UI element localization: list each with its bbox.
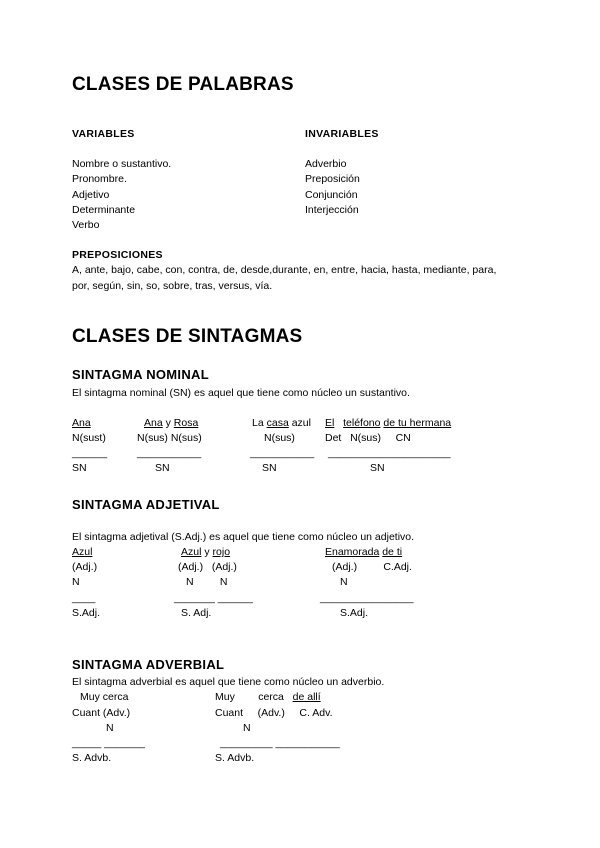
- nominal-ex3-line: ___________: [250, 447, 315, 459]
- preposiciones-line-2: por, según, sin, so, sobre, tras, versus, vía.: [72, 280, 273, 292]
- adjetival-ex1-n: N: [72, 576, 80, 588]
- nominal-ex2-sn: SN: [155, 462, 170, 474]
- adjetival-ex2-word-1: Azul: [181, 546, 202, 558]
- nominal-ex3-words: [252, 416, 311, 431]
- nominal-ex4-word-1: El: [325, 417, 335, 429]
- nominal-ex3-sn: SN: [262, 462, 277, 474]
- adjetival-ex2-category: (Adj.) (Adj.): [178, 561, 237, 573]
- adjetival-ex2-conj: y: [204, 546, 210, 558]
- adverbial-ex2-words: [215, 690, 321, 705]
- nominal-ex1-sn: SN: [72, 462, 87, 474]
- adverbial-ex1-word: Muy cerca: [80, 691, 129, 703]
- nominal-ex2-category: N(sus) N(sus): [137, 432, 202, 444]
- nominal-ex2-conj: y: [165, 417, 171, 429]
- nominal-ex3-word-3: azul: [291, 417, 311, 429]
- adverbial-ex2-word-1: Muy: [215, 691, 235, 703]
- invariables-heading: INVARIABLES: [305, 128, 379, 140]
- adverbial-ex1-category: Cuant (Adv.): [72, 707, 131, 719]
- adjetival-heading: SINTAGMA ADJETIVAL: [72, 497, 220, 512]
- nominal-ex4-line: _____________________: [328, 447, 451, 459]
- list-item: Pronombre.: [72, 173, 127, 186]
- page-title: CLASES DE PALABRAS: [72, 74, 294, 95]
- preposiciones-heading: PREPOSICIONES: [72, 249, 163, 261]
- nominal-ex2-word-1: Ana: [144, 417, 163, 429]
- adjetival-ex3-label: S.Adj.: [340, 607, 369, 619]
- adverbial-ex2-line: _________ ___________: [220, 737, 340, 749]
- variables-heading: VARIABLES: [72, 128, 135, 140]
- nominal-ex1-line: ______: [72, 447, 108, 459]
- adverbial-ex1-n: N: [106, 722, 114, 734]
- adjetival-ex1-label: S.Adj.: [72, 607, 101, 619]
- list-item: Preposición: [305, 173, 360, 186]
- nominal-definition: El sintagma nominal (SN) es aquel que tiene como núcleo un sustantivo.: [72, 387, 410, 399]
- nominal-ex4-word-2: teléfono: [343, 417, 381, 429]
- adverbial-ex2-category: Cuant (Adv.) C. Adv.: [215, 707, 333, 719]
- adverbial-ex2-word-3: de allí: [292, 691, 321, 703]
- adjetival-ex3-words: [325, 545, 402, 560]
- adverbial-ex1-label: S. Advb.: [72, 752, 112, 764]
- list-item: Interjección: [305, 203, 359, 216]
- variables-list: [72, 157, 171, 233]
- nominal-ex4-category: Det N(sus) CN: [325, 432, 411, 444]
- adjetival-ex3-n: N: [340, 576, 348, 588]
- adverbial-ex2-word-2: cerca: [258, 691, 284, 703]
- adjetival-definition: El sintagma adjetival (S.Adj.) es aquel que tiene como núcleo un adjetivo.: [72, 531, 415, 543]
- adverbial-ex1-line: _____ _______: [72, 737, 145, 749]
- adjetival-ex2-label: S. Adj.: [181, 607, 212, 619]
- list-item: Nombre o sustantivo.: [72, 158, 172, 170]
- list-item: Adverbio: [305, 158, 347, 170]
- nominal-heading: SINTAGMA NOMINAL: [72, 367, 209, 382]
- nominal-ex4-words: [325, 416, 451, 431]
- adjetival-ex1-category: (Adj.): [72, 561, 98, 573]
- nominal-ex4-sn: SN: [370, 462, 385, 474]
- adverbial-ex2-label: S. Advb.: [215, 752, 255, 764]
- nominal-ex2-line: ___________: [137, 447, 202, 459]
- adjetival-ex1-line: ____: [72, 592, 96, 604]
- list-item: Adjetivo: [72, 188, 110, 201]
- adverbial-heading: SINTAGMA ADVERBIAL: [72, 657, 225, 672]
- invariables-list: [305, 157, 360, 218]
- section-title-sintagmas: CLASES DE SINTAGMAS: [72, 326, 303, 347]
- adjetival-ex3-line: ________________: [320, 592, 414, 604]
- adjetival-ex3-category: (Adj.) C.Adj.: [332, 561, 412, 573]
- list-item: Conjunción: [305, 188, 358, 201]
- preposiciones-line-1: A, ante, bajo, cabe, con, contra, de, desde,durante, en, entre, hacia, hasta, mediante, para,: [72, 264, 497, 276]
- adjetival-ex2-word-2: rojo: [212, 546, 231, 558]
- nominal-ex1-category: N(sust): [72, 432, 106, 444]
- nominal-ex1-word: Ana: [72, 417, 91, 429]
- nominal-ex3-category: N(sus): [264, 432, 295, 444]
- list-item: Determinante: [72, 203, 136, 216]
- adjetival-ex2-line: _______ ______: [174, 592, 253, 604]
- adverbial-ex2-n: N: [243, 722, 251, 734]
- adjetival-ex2-words: [181, 545, 230, 560]
- nominal-ex3-word-1: La: [252, 417, 264, 429]
- adjetival-ex3-word-1: Enamorada: [325, 546, 380, 558]
- nominal-ex4-word-3: de tu hermana: [383, 417, 452, 429]
- nominal-ex3-word-2: casa: [266, 417, 289, 429]
- list-item: Verbo: [72, 219, 100, 232]
- adjetival-ex2-n: N N: [186, 576, 228, 588]
- nominal-ex2-word-2: Rosa: [173, 417, 199, 429]
- adjetival-ex1-word: Azul: [72, 546, 93, 558]
- adjetival-ex3-word-2: de ti: [382, 546, 403, 558]
- nominal-ex2-words: [144, 416, 198, 431]
- adverbial-definition: El sintagma adverbial es aquel que tiene como núcleo un adverbio.: [72, 676, 385, 688]
